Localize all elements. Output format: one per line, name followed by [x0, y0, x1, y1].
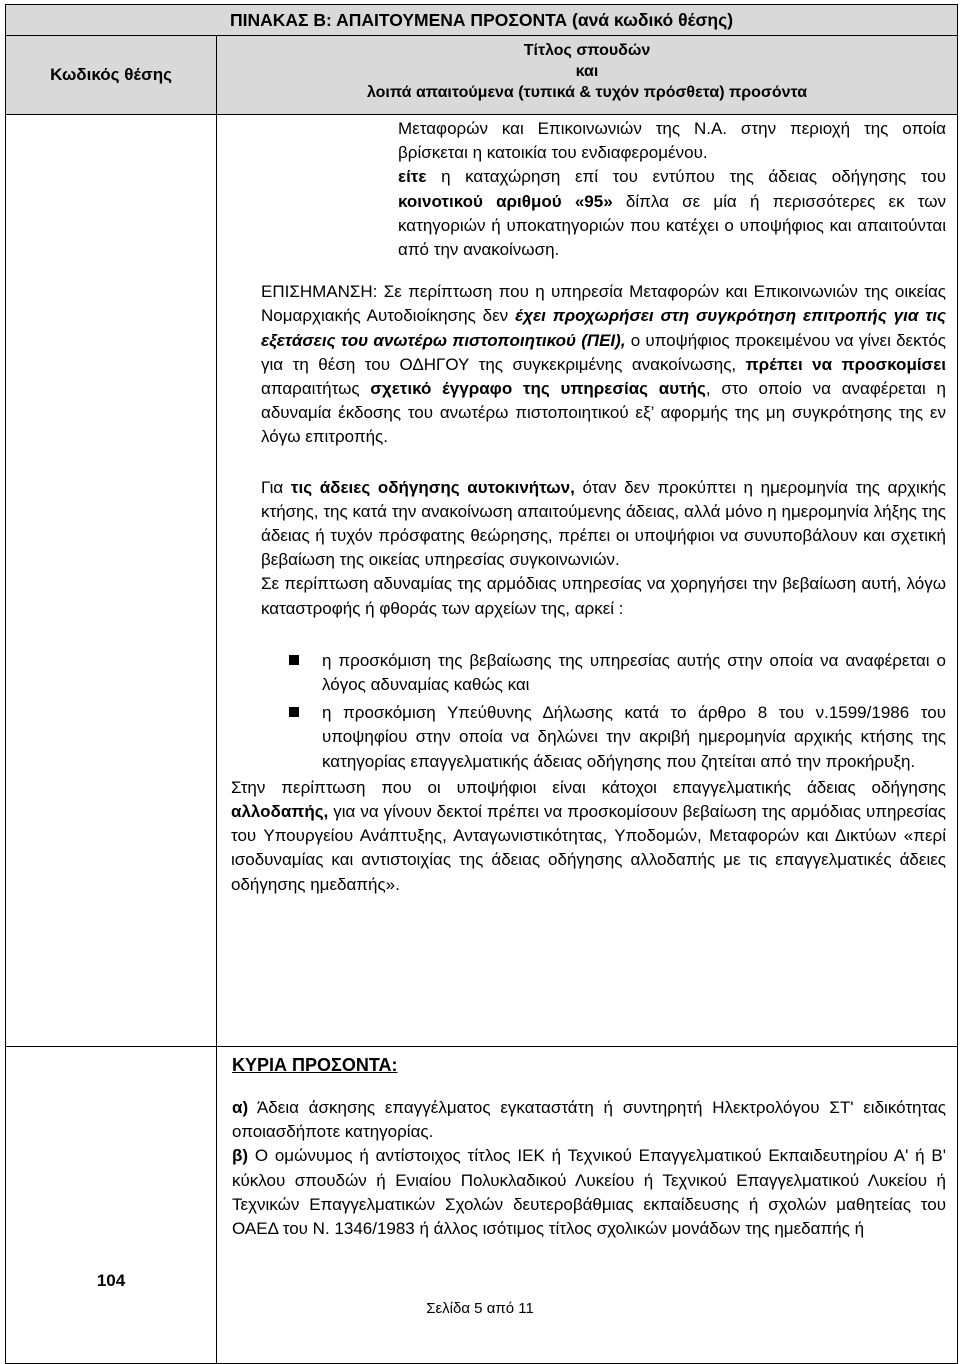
table-header-row: [6, 36, 958, 115]
foreign-license-paragraph: Στην περίπτωση που οι υποψήφιοι είναι κάτοχοι επαγγελματικής άδειας οδήγησης αλλοδαπής, για να γίνουν δεκτοί πρέπει να προσκομίσουν βεβαίωση της αρμόδιας υπηρεσίας του Υπουργείου Ανάπτυξης, Ανταγωνιστικότητας, Υποδομών, Μεταφορών και Δικτύων «περί ισοδυναμίας και αντιστοιχίας της άδειας οδήγησης αλλοδαπής με τις επαγγελματικές άδειες οδήγησης ημεδαπής».: [231, 777, 946, 894]
qualifications-table: [5, 4, 958, 1364]
bullet-square-icon: [289, 707, 299, 717]
bullet-square-icon: [289, 655, 299, 665]
header-line-1: Τίτλος σπουδών: [523, 42, 651, 59]
list-item: η προσκόμιση της βεβαίωσης της υπηρεσίας αυτής στην οποία να αναφέρεται ο λόγος αδυναμίας καθώς και: [322, 649, 946, 697]
qualifications-column-header: [217, 36, 958, 115]
requirements-cell: [217, 115, 958, 1047]
header-line-2: και: [575, 63, 599, 80]
table-row-continued: [6, 115, 958, 1047]
inability-paragraph: Σε περίπτωση αδυναμίας της αρμόδιας υπηρεσίας να χορηγήσει την βεβαίωση αυτή, λόγω καταστροφής ή φθοράς των αρχείων της, αρκεί :: [261, 574, 946, 618]
table-title-row: [6, 5, 958, 36]
table-title: ΠΙΝΑΚΑΣ Β: ΑΠΑΙΤΟΥΜΕΝΑ ΠΡΟΣΟΝΤΑ (ανά κωδικό θέσης): [6, 5, 958, 36]
list-item: η προσκόμιση Υπεύθυνης Δήλωσης κατά το άρθρο 8 του ν.1599/1986 του υποψηφίου στην οποία να δηλώνει την ακριβή ημερομηνία αρχικής κτήσης της κατηγορίας επαγγελματικής άδειας οδήγησης που ζητείται από την προκήρυξη.: [322, 701, 946, 774]
note-paragraph: ΕΠΙΣΗΜΑΝΣΗ: Σε περίπτωση που η υπηρεσία Μεταφορών και Επικοινωνιών της οικείας Νομαρχιακής Αυτοδιοίκησης δεν έχει προχωρήσει στη συγκρότηση επιτροπής για τις εξετάσεις του ανωτέρω πιστοποιητικού (ΠΕΙ), ο υποψήφιος προκειμένου να γίνει δεκτός για τη θέση του ΟΔΗΓΟΥ της συγκεκριμένης ανακοίνωσης, πρέπει να προσκομίσει απαραιτήτως σχετικό έγγραφο της υπηρεσίας αυτής, στο οποίο να αναφέρεται η αδυναμία έκδοσης του ανωτέρω πιστοποιητικού εξ’ αφορμής της μη συγκρότησης της εν λόγω επιτροπής.: [261, 282, 946, 447]
main-qualifications-heading: ΚΥΡΙΑ ΠΡΟΣΟΝΤΑ:: [232, 1055, 398, 1075]
continued-paragraph: Μεταφορών και Επικοινωνιών της Ν.Α. στην περιοχή της οποία βρίσκεται η κατοικία του ενδιαφερομένου. είτε η καταχώρηση επί του εντύπου της άδειας οδήγησης του κοινοτικού αριθμού «95» δίπλα σε μία ή περισσότερες εκ των κατηγοριών ή υποκατηγοριών που κατέχει ο υποψήφιος και απαιτούνται από την ανακοίνωση.: [398, 119, 947, 260]
qualification-b: β) Ο ομώνυμος ή αντίστοιχος τίτλος ΙΕΚ ή Τεχνικού Επαγγελματικού Εκπαιδευτηρίου Α' ή Β' κύκλου σπουδών ή Ενιαίου Πολυκλαδικού Λυκείου ή Τεχνικού Επαγγελματικού Λυκείου ή Τεχνικών Επαγγελματικών Σχολών δευτεροβάθμιας εκπαίδευσης ή σχολών μαθητείας του ΟΑΕΔ του Ν. 1346/1983 ή άλλος ισότιμος τίτλος σχολικών μονάδων της ημεδαπής ή: [232, 1146, 946, 1239]
header-line-3: λοιπά απαιτούμενα (τυπικά & τυχόν πρόσθετα) προσόντα: [366, 84, 808, 101]
qualification-a: α) Άδεια άσκησης επαγγέλματος εγκαταστάτη ή συντηρητή Ηλεκτρολόγου ΣΤ' ειδικότητας οποιασδήποτε κατηγορίας.: [232, 1098, 946, 1142]
code-cell-empty: [6, 115, 217, 1047]
position-code-cell: 104: [6, 1047, 217, 1364]
code-column-header: Κωδικός θέσης: [6, 36, 217, 115]
page-number: Σελίδα 5 από 11: [426, 1300, 534, 1317]
car-licenses-paragraph: Για τις άδειες οδήγησης αυτοκινήτων, όταν δεν προκύπτει η ημερομηνία της αρχικής κτήσης, της κατά την ανακοίνωση απαιτούμενης άδειας, αλλά μόνο η ημερομηνία λήξης της άδειας ή τυχόν πρόσφατης θεώρησης, πρέπει οι υποψήφιοι να συνυποβάλουν και σχετική βεβαίωση της οικείας υπηρεσίας συγκοινωνιών.: [261, 477, 946, 570]
